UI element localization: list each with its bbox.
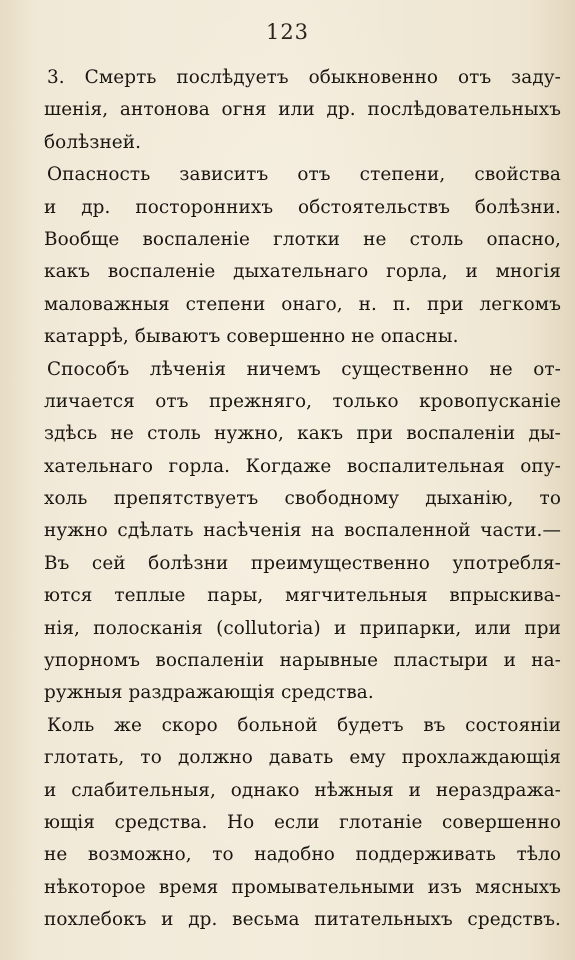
text-line: и слабительныя, однако нѣжныя и нераздража- bbox=[44, 779, 561, 801]
text-line: и др. постороннихъ обстоятельствъ болѣзни. bbox=[44, 196, 561, 218]
text-line: Вообще воспаленіе глотки не столь опасно, bbox=[44, 228, 561, 250]
text-line: нужно сдѣлать насѣченія на воспаленной части.— bbox=[44, 520, 561, 542]
text-line: здѣсь не столь нужно, какъ при воспаленіи ды- bbox=[44, 423, 561, 445]
text-line: 3. Смерть послѣдуетъ обыкновенно отъ заду- bbox=[47, 67, 561, 88]
text-line: глотать, то должно давать ему прохлаждающія bbox=[44, 747, 561, 769]
text-line: не возможно, то надобно поддерживать тѣло bbox=[44, 844, 561, 866]
paragraph-3 bbox=[44, 354, 561, 710]
text-line: нѣкоторое время промывательными изъ мясныхъ bbox=[44, 876, 561, 898]
text-line: хательнаго горла. Когдаже воспалительная опу- bbox=[44, 455, 561, 477]
text-line: Въ сей болѣзни преимущественно употребля- bbox=[44, 552, 561, 574]
page-number: 123 bbox=[265, 20, 310, 44]
text-line: личается отъ прежняго, только кровопусканіе bbox=[44, 390, 561, 412]
text-line: маловажныя степени онаго, н. п. при легкомъ bbox=[44, 293, 561, 315]
text-line: шенія, антонова огня или др. послѣдовательныхъ bbox=[44, 99, 561, 121]
text-line: ружныя раздражающія средства. bbox=[44, 682, 374, 704]
text-line: упорномъ воспаленіи нарывные пластыри и на- bbox=[44, 650, 561, 672]
text-line: Коль же скоро больной будетъ въ состояніи bbox=[47, 714, 561, 736]
text-line: нія, полосканія (collutoria) и припарки, или при bbox=[44, 617, 561, 639]
body-text bbox=[44, 62, 561, 937]
text-line: катаррѣ, бываютъ совершенно не опасны. bbox=[44, 326, 459, 348]
text-line: Способъ лѣченія ничемъ существенно не от- bbox=[47, 358, 561, 380]
paragraph-2 bbox=[44, 159, 561, 353]
text-line: болѣзней. bbox=[44, 131, 142, 153]
paragraph-1 bbox=[44, 62, 561, 159]
text-line: холь препятствуетъ свободному дыханію, то bbox=[44, 488, 561, 510]
text-line: похлебокъ и др. весьма питательныхъ средствъ. bbox=[44, 909, 561, 931]
text-line: ются теплые пары, мягчительныя впрыскива- bbox=[44, 585, 561, 607]
text-line: ющія средства. Но если глотаніе совершенно bbox=[44, 811, 561, 833]
text-line: Опасность зависитъ отъ степени, свойства bbox=[47, 164, 561, 186]
text-line: какъ воспаленіе дыхательнаго горла, и многія bbox=[44, 261, 561, 283]
paragraph-4 bbox=[44, 710, 561, 937]
